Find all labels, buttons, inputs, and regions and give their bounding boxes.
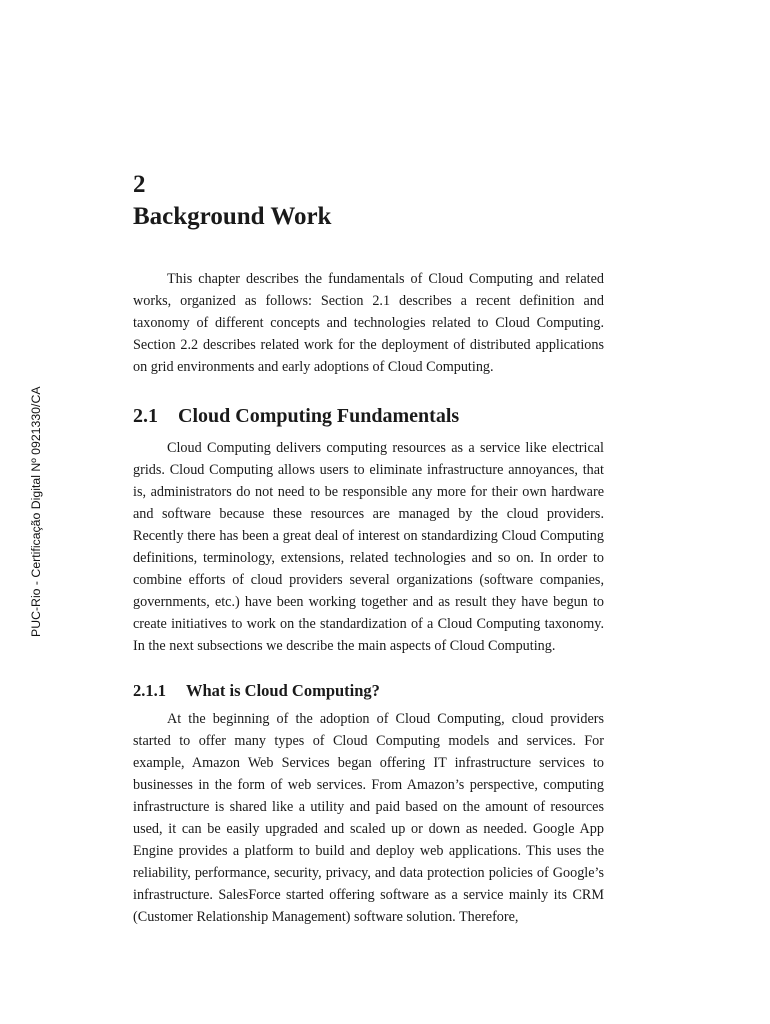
section-number: 2.1 [133,405,158,427]
subsection-paragraph: At the beginning of the adoption of Cloud Computing, cloud providers started to offer many types of Cloud Computing models and services. For example, Amazon Web Services began offering IT infrastructure services to businesses in the form of web services. From Amazon’s perspective, computing infrastructure is shared like a utility and paid based on the amount of resources used, it can be easily upgraded and scaled up or down as needed. Google App Engine provides a platform to build and deploy web applications. This uses the reliability, performance, security, privacy, and data protection policies of Google’s infrastructure. SalesForce started offering software as a service mainly its CRM (Customer Relationship Management) software solution. Therefore, [133,711,604,925]
section-paragraph: Cloud Computing delivers computing resources as a service like electrical grids. Cloud Computing allows users to eliminate infrastructure annoyances, that is, administrators do not need to be responsible any more for their own hardware and software because these resources are managed by the cloud providers. Recently there has been a great deal of interest on standardizing Cloud Computing definitions, terminology, extensions, related technologies and so on. In order to combine efforts of cloud providers several organizations (software companies, governments, etc.) have been working together and as result they have begun to create initiatives to work on the standardization of a Cloud Computing taxonomy. In the next subsections we describe the main aspects of Cloud Computing. [133,440,604,654]
intro-paragraph: This chapter describes the fundamentals of Cloud Computing and related works, organized as follows: Section 2.1 describes a recent definition and taxonomy of different concepts and technologies related to Cloud Computing. Section 2.2 describes related work for the deployment of distributed applications on grid environments and early adoptions of Cloud Computing. [133,271,604,375]
section-title: Cloud Computing Fundamentals [178,405,460,427]
page-content [133,170,604,928]
chapter-title: Background Work [133,203,332,230]
subsection-heading [133,680,604,702]
subsection-number: 2.1.1 [133,681,166,700]
subsection-title: What is Cloud Computing? [186,681,380,700]
certification-stamp: PUC-Rio - Certificação Digital Nº 0921330/CA [29,386,43,637]
chapter-number: 2 [133,171,146,198]
section-heading [133,403,604,429]
